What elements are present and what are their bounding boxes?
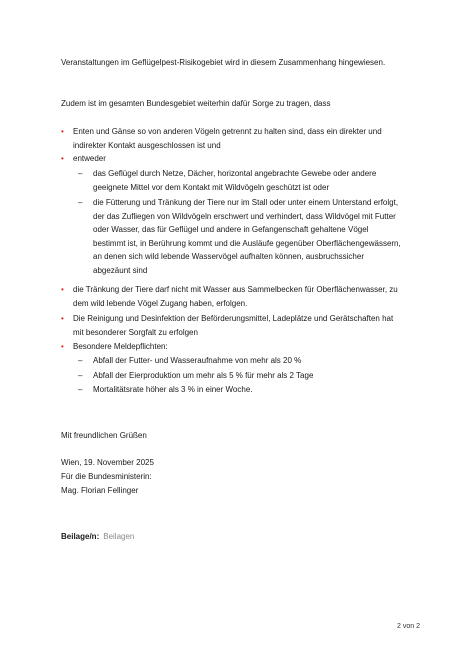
place-date: Wien, 19. November 2025: [61, 458, 154, 467]
dash-marker: –: [78, 356, 83, 365]
attachment-line: [61, 530, 401, 544]
dash-marker: –: [78, 198, 83, 207]
bullet-item-reinigung: Die Reinigung und Desinfektion der Beförderungsmittel, Ladeplätze und Gerätschaften hat mit besonderer Sorgfalt zu erfolgen: [73, 314, 394, 337]
bullet-marker: •: [61, 285, 64, 294]
bullet-marker: •: [61, 127, 64, 136]
sub-item-fuetterung: die Fütterung und Tränkung der Tiere nur im Stall oder unter einem Unterstand erfolgt, der das Zufliegen von Wildvögeln erschwert und verhindert, dass Wildvögel mit Futter oder Wasser, das für Geflügel und andere in Gefangenschaft gehaltene Vögel bestimmt ist, in Berührung kommt und die Ausläufe gegenüber Oberflächengewässern, an denen sich wild lebende Wasservögel aufhalten können, ausbruchssicher abgezäunt sind: [93, 198, 401, 275]
dash-marker: –: [78, 169, 83, 178]
bullet-marker: •: [61, 314, 64, 323]
sub-item-futter: Abfall der Futter- und Wasseraufnahme von mehr als 20 %: [93, 356, 302, 365]
signer-name: Mag. Florian Fellinger: [61, 486, 139, 495]
sub-item-mortalitaet: Mortalitätsrate höher als 3 % in einer Woche.: [93, 385, 253, 394]
bullet-item-traenkung: die Tränkung der Tiere darf nicht mit Wasser aus Sammelbecken für Oberflächenwasser, zu dem wild lebende Vögel Zugang haben, erfolgen.: [73, 285, 398, 308]
dash-marker: –: [78, 385, 83, 394]
intro-paragraph: Veranstaltungen im Geflügelpest-Risikogebiet wird in diesem Zusammenhang hingewiesen.: [61, 58, 386, 67]
dash-marker: –: [78, 371, 83, 380]
attachment-placeholder[interactable]: Beilagen: [103, 532, 135, 541]
sub-item-eier: Abfall der Eierproduktion um mehr als 5 % für mehr als 2 Tage: [93, 371, 314, 380]
signer-role: Für die Bundesministerin:: [61, 472, 152, 481]
bullet-marker: •: [61, 342, 64, 351]
bullet-marker: •: [61, 154, 64, 163]
lead-paragraph: Zudem ist im gesamten Bundesgebiet weiterhin dafür Sorge zu tragen, dass: [61, 99, 331, 108]
sub-item-netze: das Geflügel durch Netze, Dächer, horizontal angebrachte Gewebe oder andere geeignete Mittel vor dem Kontakt mit Wildvögeln geschützt ist oder: [93, 169, 377, 192]
attachment-label: Beilage/n:: [61, 532, 100, 541]
bullet-item-meldepflichten: Besondere Meldepflichten:: [73, 342, 168, 351]
greeting: Mit freundlichen Grüßen: [61, 431, 147, 440]
bullet-item-separation: Enten und Gänse so von anderen Vögeln getrennt zu halten sind, dass ein direkter und indirekter Kontakt ausgeschlossen ist und: [73, 127, 382, 150]
bullet-item-entweder: entweder: [73, 154, 106, 163]
page-number: 2 von 2: [397, 623, 420, 630]
